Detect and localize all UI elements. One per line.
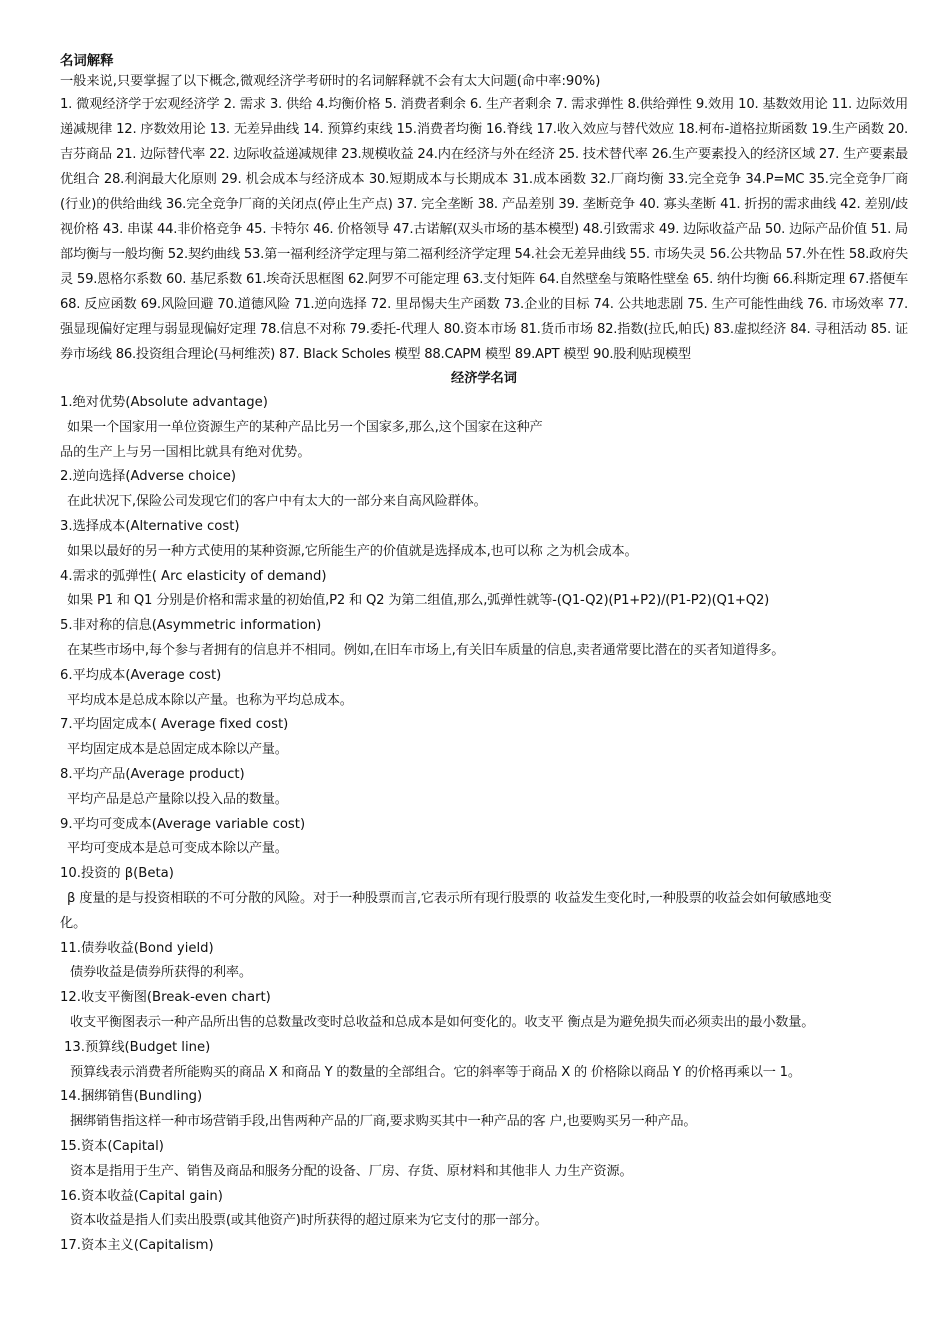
heading: 名词解释 [60,54,114,69]
entry-definition: 捆绑销售指这样一种市场营销手段,出售两种产品的厂商,要求购买其中一种产品的客 户,也要购买另一种产品。 [70,1114,697,1130]
entry-definition: 平均固定成本是总固定成本除以产量。 [67,742,288,758]
entry-definition-continued: 化。 [60,915,87,931]
entry-term: 15.资本(Capital) [60,1138,164,1154]
entry-definition: 在某些市场中,每个参与者拥有的信息并不相同。例如,在旧车市场上,有关旧车质量的信息,卖者通常要比潜在的买者知道得多。 [67,642,785,658]
entry-definition: 资本是指用于生产、销售及商品和服务分配的设备、厂房、存货、原材料和其他非人 力生产资源。 [70,1163,633,1179]
entry-definition: 平均可变成本是总可变成本除以产量。 [67,841,288,857]
entry-term: 16.资本收益(Capital gain) [60,1188,223,1204]
section-title: 经济学名词 [451,371,517,386]
entry-term: 8.平均产品(Average product) [60,766,245,782]
entry-definition: 如果一个国家用一单位资源生产的某种产品比另一个国家多,那么,这个国家在这种产 [67,419,543,435]
entry-term: 17.资本主义(Capitalism) [60,1238,214,1254]
entry-term: 3.选择成本(Alternative cost) [60,518,240,534]
entry-term: 7.平均固定成本( Average fixed cost) [60,717,289,733]
intro-text: 一般来说,只要掌握了以下概念,微观经济学考研时的名词解释就不会有太大问题(命中率:90%) [60,74,601,89]
glossary-entries [60,391,908,1259]
entry-term: 5.非对称的信息(Asymmetric information) [60,618,322,634]
entry-definition: 平均成本是总成本除以产量。也称为平均总成本。 [67,692,353,708]
entry-definition: 如果 P1 和 Q1 分别是价格和需求量的初始值,P2 和 Q2 为第二组值,那么,弧弹性就等-(Q1-Q2)(P1+P2)/(P1-P2)(Q1+Q2) [67,593,770,609]
entry-term: 13.预算线(Budget line) [64,1039,211,1055]
entry-term: 1.绝对优势(Absolute advantage) [60,395,268,410]
entry-definition: 预算线表示消费者所能购买的商品 X 和商品 Y 的数量的全部组合。它的斜率等于商品 X 的 价格除以商品 Y 的价格再乘以一 1。 [70,1064,801,1080]
entry-term: 6.平均成本(Average cost) [60,667,222,683]
entry-term: 11.债券收益(Bond yield) [60,940,214,956]
entry-term: 4.需求的弧弹性( Arc elasticity of demand) [60,568,327,584]
entry-definition: β 度量的是与投资相联的不可分散的风险。对于一种股票而言,它表示所有现行股票的 收益发生变化时,一种股票的收益会如何敏感地变 [67,890,832,906]
entry-term: 10.投资的 β(Beta) [60,866,174,882]
entry-definition: 平均产品是总产量除以投入品的数量。 [67,791,288,807]
document-page [60,52,908,1259]
entry-term: 9.平均可变成本(Average variable cost) [60,816,306,832]
entry-term: 12.收支平衡图(Break-even chart) [60,990,271,1006]
entry-definition-continued: 品的生产上与另一国相比就具有绝对优势。 [60,444,311,460]
entry-definition: 债券收益是债券所获得的利率。 [70,965,252,981]
entry-definition: 在此状况下,保险公司发现它们的客户中有太大的一部分来自高风险群体。 [67,494,487,510]
entry-definition: 资本收益是指人们卖出股票(或其他资产)时所获得的超过原来为它支付的那一部分。 [70,1213,548,1229]
term-list: 1. 微观经济学于宏观经济学 2. 需求 3. 供给 4.均衡价格 5. 消费者剩余 6. 生产者剩余 7. 需求弹性 8.供给弹性 9.效用 10. 基数效用论 11. 边际效用递减规律 12. 序数效用论 13. 无差异曲线 14. 预算约束线 15.消费者均衡 16.脊线 17.收入效应与替代效应 18.柯布-道格拉斯函数 19.生产函数 20.吉芬商品 21. 边际替代率 22. 边际收益递减规律 23.规模收益 24.内在经济与外在经济 25. 技术替代率 26.生产要素投入的经济区域 27. 生产要素最优组合 28.利润最大化原则 29. 机会成本与经济成本 30.短期成本与长期成本 31.成本函数 32.厂商均衡 33.完全竞争 34.P=MC 35.完全竞争厂商(行业)的供给曲线 36.完全竞争厂商的关闭点(停止生产点) 37. 完全垄断 38. 产品差别 39. 垄断竞争 40. 寡头垄断 41. 折拐的需求曲线 42. 差别/歧视价格 43. 串谋 44.非价格竞争 45. 卡特尔 46. 价格领导 47.古诺解(双头市场的基本模型) 48.引致需求 49. 边际收益产品 50. 边际产品价值 51. 局部均衡与一般均衡 52.契约曲线 53.第一福利经济学定理与第二福利经济学定理 54.社会无差异曲线 55. 市场失灵 56.公共物品 57.外在性 58.政府失灵 59.恩格尔系数 60. 基尼系数 61.埃奇沃思框图 62.阿罗不可能定理 63.支付矩阵 64.自然壁垒与策略性壁垒 65. 纳什均衡 66.科斯定理 67.搭便车 68. 反应函数 69.风险回避 70.道德风险 71.逆向选择 72. 里昂惕夫生产函数 73.企业的目标 74. 公共地悲剧 75. 生产可能性曲线 76. 市场效率 77.强显现偏好定理与弱显现偏好定理 78.信息不对称 79.委托-代理人 80.资本市场 81.货币市场 82.指数(拉氏,帕氏) 83.虚拟经济 84. 寻租活动 85. 证券市场线 86.投资组合理论(马柯维茨) 87. Black Scholes 模型 88.CAPM 模型 89.APT 模型 90.股利贴现模型 [60,97,908,362]
entry-term: 2.逆向选择(Adverse choice) [60,469,237,485]
entry-definition: 如果以最好的另一种方式使用的某种资源,它所能生产的价值就是选择成本,也可以称 之为机会成本。 [67,543,638,559]
entry-definition: 收支平衡图表示一种产品所出售的总数量改变时总收益和总成本是如何变化的。收支平 衡点是为避免损失而必须卖出的最小数量。 [70,1014,815,1030]
entry-term: 14.捆绑销售(Bundling) [60,1089,203,1105]
